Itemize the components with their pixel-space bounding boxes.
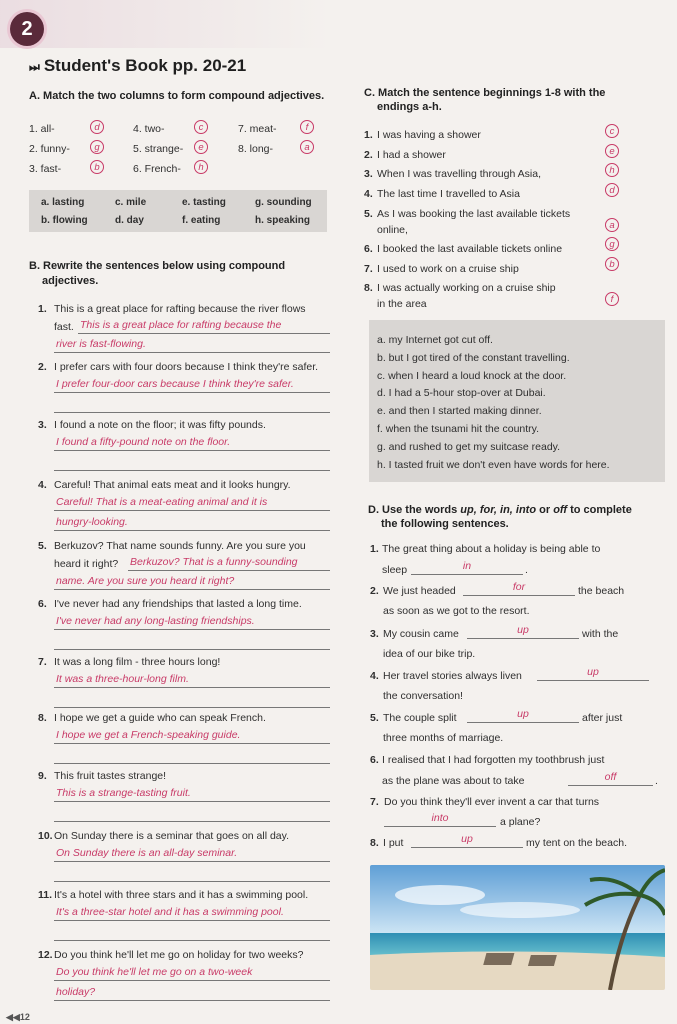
page-title xyxy=(29,56,246,76)
answer-rule xyxy=(467,638,579,639)
answer-circle: a xyxy=(300,140,314,154)
blank-answer: up xyxy=(517,708,529,720)
match-left-label: 4. two- xyxy=(133,123,165,135)
sentence-number: 8. xyxy=(364,282,373,294)
blank-answer: off xyxy=(604,771,617,783)
question-text-cont: fast. xyxy=(54,321,74,333)
answer-line-2: holiday? xyxy=(56,986,96,998)
answer-rule xyxy=(54,821,330,822)
answer-rule xyxy=(54,649,330,650)
sentence-ending: g. and rushed to get my suitcase ready. xyxy=(377,440,561,453)
sentence-ending: h. I tasted fruit we don't even have words for here. xyxy=(377,458,610,471)
answer-rule xyxy=(54,920,330,921)
match-left-label: 7. meat- xyxy=(238,123,277,135)
match-left-label: 6. French- xyxy=(133,163,181,175)
answer-rule xyxy=(54,530,330,531)
sentence-ending: e. and then I started making dinner. xyxy=(377,405,542,418)
sentence-end: the beach xyxy=(578,585,625,597)
sentence-beginning-cont: online, xyxy=(377,224,408,236)
answer-line-1: On Sunday there is an all-day seminar. xyxy=(56,847,238,859)
answer-rule xyxy=(54,470,330,471)
answer-line-1: Careful! That is a meat-eating animal and it is xyxy=(56,496,268,508)
sentence-text-cont: three months of marriage. xyxy=(383,732,504,744)
sentence-number: 1. xyxy=(370,543,379,555)
skip-forward-icon: ⏭ xyxy=(29,60,40,74)
sentence-number: 5. xyxy=(364,208,373,220)
answer-circle: b xyxy=(90,160,104,174)
answer-line-1: I found a fifty-pound note on the floor. xyxy=(56,436,231,448)
beach-image xyxy=(370,865,665,990)
question-text: This fruit tastes strange! xyxy=(54,770,167,782)
answer-line-2: hungry-looking. xyxy=(56,516,128,528)
section-a-heading: A. Match the two columns to form compound adjectives. xyxy=(29,90,325,102)
sentence-ending: d. I had a 5-hour stop-over at Dubai. xyxy=(377,387,546,400)
sentence-text-cont: sleep xyxy=(382,564,408,576)
sentence-end: . xyxy=(525,564,528,576)
sentence-text-cont: the conversation! xyxy=(383,690,463,702)
sentence-end: . xyxy=(655,775,658,787)
question-number: 12. xyxy=(38,949,53,961)
sentence-beginning: I was actually working on a cruise ship xyxy=(377,282,556,294)
answer-line-1: I've never had any long-lasting friendships. xyxy=(56,615,255,627)
sentence-beginning: I had a shower xyxy=(377,149,446,161)
match-left-label: 3. fast- xyxy=(29,163,62,175)
page-number: ◀◀12 xyxy=(6,1012,30,1022)
section-c-heading-1: C. Match the sentence beginnings 1-8 with the xyxy=(364,87,606,99)
question-number: 4. xyxy=(38,479,47,491)
answer-rule xyxy=(54,629,330,630)
answer-rule xyxy=(54,1000,330,1001)
answer-rule xyxy=(54,687,330,688)
sentence-number: 3. xyxy=(370,628,379,640)
answer-line-1: It's a three-star hotel and it has a swimming pool. xyxy=(56,906,284,918)
sentence-beginning: As I was booking the last available tickets xyxy=(377,208,571,220)
answer-rule xyxy=(54,763,330,764)
answer-circle: c xyxy=(605,124,619,138)
blank-answer: into xyxy=(431,812,449,824)
section-a-box xyxy=(29,190,327,232)
sentence-number: 6. xyxy=(370,754,379,766)
answer-line-1: It was a three-hour-long film. xyxy=(56,673,189,685)
unit-badge: 2 xyxy=(10,12,44,46)
blank-answer: in xyxy=(462,560,472,572)
answer-rule xyxy=(54,801,330,802)
section-b-heading-2: adjectives. xyxy=(42,275,99,287)
sentence-end: a plane? xyxy=(500,816,541,828)
section-b-heading-1: B. Rewrite the sentences below using compound xyxy=(29,260,286,272)
answer-circle: g xyxy=(605,237,619,251)
answer-rule xyxy=(568,785,653,786)
question-text: Careful! That animal eats meat and it looks hungry. xyxy=(54,479,291,491)
ending-option: c. mile xyxy=(115,197,147,208)
ending-option: f. eating xyxy=(182,215,221,226)
sentence-end: after just xyxy=(582,712,623,724)
answer-rule xyxy=(54,510,330,511)
sentence-number: 1. xyxy=(364,129,373,141)
sentence-number: 5. xyxy=(370,712,379,724)
sentence-number: 4. xyxy=(370,670,379,682)
answer-rule xyxy=(54,412,330,413)
sentence-number: 8. xyxy=(370,837,379,849)
sentence-text: My cousin came xyxy=(383,628,459,640)
section-d-heading-2: the following sentences. xyxy=(381,518,509,530)
sentence-beginning: I booked the last available tickets online xyxy=(377,243,563,255)
answer-line-1: This is a strange-tasting fruit. xyxy=(56,787,191,799)
match-left-label: 1. all- xyxy=(29,123,55,135)
answer-circle: f xyxy=(605,292,619,306)
answer-line-1: Berkuzov? That is a funny-sounding xyxy=(130,556,298,568)
question-number: 11. xyxy=(38,889,53,901)
page-title-text: Student's Book pp. 20-21 xyxy=(43,56,247,75)
answer-rule xyxy=(54,589,330,590)
question-number: 8. xyxy=(38,712,47,724)
blank-answer: up xyxy=(587,666,599,678)
answer-line-1: Do you think he'll let me go on a two-week xyxy=(56,966,253,978)
answer-circle: d xyxy=(90,120,104,134)
match-left-label: 8. long- xyxy=(238,143,274,155)
answer-rule xyxy=(411,574,523,575)
sentence-beginning: I used to work on a cruise ship xyxy=(377,263,519,275)
section-d-heading-1: D. Use the words up, for, in, into or off to complete xyxy=(368,504,632,516)
header-band xyxy=(0,0,330,48)
question-number: 7. xyxy=(38,656,47,668)
blank-answer: for xyxy=(512,581,526,593)
blank-answer: up xyxy=(461,833,473,845)
sentence-text: I realised that I had forgotten my toothbrush just xyxy=(382,754,605,766)
ending-option: g. sounding xyxy=(255,197,312,208)
sentence-number: 6. xyxy=(364,243,373,255)
answer-line-2: river is fast-flowing. xyxy=(56,338,146,350)
sentence-number: 2. xyxy=(370,585,379,597)
ending-option: d. day xyxy=(115,215,144,226)
question-text: It's a hotel with three stars and it has a swimming pool. xyxy=(54,889,309,901)
answer-rule xyxy=(54,980,330,981)
answer-line-2: name. Are you sure you heard it right? xyxy=(56,575,235,587)
question-number: 5. xyxy=(38,540,47,552)
sentence-text: Her travel stories always liven xyxy=(383,670,522,682)
question-text: I hope we get a guide who can speak French. xyxy=(54,712,266,724)
match-left-label: 2. funny- xyxy=(29,143,70,155)
sentence-number: 7. xyxy=(364,263,373,275)
question-number: 1. xyxy=(38,303,47,315)
question-number: 9. xyxy=(38,770,47,782)
sentence-text: I put xyxy=(383,837,404,849)
sentence-text: The couple split xyxy=(383,712,457,724)
answer-circle: d xyxy=(605,183,619,197)
sentence-number: 4. xyxy=(364,188,373,200)
question-text: I've never had any friendships that lasted a long time. xyxy=(54,598,302,610)
answer-circle: e xyxy=(194,140,208,154)
answer-circle: b xyxy=(605,257,619,271)
sentence-ending: c. when I heard a loud knock at the door. xyxy=(377,369,567,382)
sentence-number: 2. xyxy=(364,149,373,161)
blank-answer: up xyxy=(517,624,529,636)
question-number: 3. xyxy=(38,419,47,431)
question-text: Berkuzov? That name sounds funny. Are you sure you xyxy=(54,540,306,552)
answer-rule xyxy=(467,722,579,723)
question-number: 10. xyxy=(38,830,53,842)
match-left-label: 5. strange- xyxy=(133,143,184,155)
sentence-beginning: I was having a shower xyxy=(377,129,481,141)
sentence-ending: b. but I got tired of the constant travelling. xyxy=(377,351,570,364)
answer-rule xyxy=(54,352,330,353)
ending-option: a. lasting xyxy=(41,197,85,208)
ending-option: e. tasting xyxy=(182,197,226,208)
sentence-ending: f. when the tsunami hit the country. xyxy=(377,423,540,435)
answer-rule xyxy=(384,826,496,827)
sentence-number: 3. xyxy=(364,168,373,180)
answer-line-1: I hope we get a French-speaking guide. xyxy=(56,729,241,741)
sentence-number: 7. xyxy=(370,796,379,808)
sentence-beginning-cont: in the area xyxy=(377,298,427,310)
answer-circle: h xyxy=(194,160,208,174)
answer-rule xyxy=(54,743,330,744)
ending-option: h. speaking xyxy=(255,215,311,226)
question-text: Do you think he'll let me go on holiday for two weeks? xyxy=(54,949,304,961)
answer-line-1: I prefer four-door cars because I think they're safer. xyxy=(56,378,294,390)
sentence-beginning: When I was travelling through Asia, xyxy=(377,168,542,180)
question-text: This is a great place for rafting because the river flows xyxy=(54,303,306,315)
answer-rule xyxy=(54,881,330,882)
answer-rule xyxy=(537,680,649,681)
sentence-ending: a. my Internet got cut off. xyxy=(377,334,493,346)
question-text: I found a note on the floor; it was fifty pounds. xyxy=(54,419,266,431)
answer-rule xyxy=(78,333,330,334)
sentence-text-cont: as soon as we got to the resort. xyxy=(383,605,530,617)
answer-rule xyxy=(54,861,330,862)
sentence-text: The great thing about a holiday is being able to xyxy=(382,543,601,555)
section-c-heading-2: endings a-h. xyxy=(377,101,442,113)
sentence-end: with the xyxy=(582,628,619,640)
answer-circle: f xyxy=(300,120,314,134)
sentence-text: Do you think they'll ever invent a car that turns xyxy=(384,796,600,808)
answer-circle: e xyxy=(605,144,619,158)
answer-line-1: This is a great place for rafting because the xyxy=(80,319,282,331)
section-c-endings-box xyxy=(369,320,665,482)
answer-rule xyxy=(54,392,330,393)
question-text: On Sunday there is a seminar that goes on all day. xyxy=(54,830,290,842)
answer-rule xyxy=(411,847,523,848)
question-number: 2. xyxy=(38,361,47,373)
ending-option: b. flowing xyxy=(41,215,88,226)
sentence-text-cont: idea of our bike trip. xyxy=(383,648,476,660)
sentence-end: my tent on the beach. xyxy=(526,837,627,849)
answer-rule xyxy=(54,450,330,451)
answer-circle: c xyxy=(194,120,208,134)
question-text-cont: heard it right? xyxy=(54,558,119,570)
answer-circle: a xyxy=(605,218,619,232)
question-number: 6. xyxy=(38,598,47,610)
answer-rule xyxy=(128,570,330,571)
page-arrow-icon: ◀◀ xyxy=(6,1012,20,1022)
answer-rule xyxy=(54,707,330,708)
question-text: I prefer cars with four doors because I think they're safer. xyxy=(54,361,319,373)
answer-circle: g xyxy=(90,140,104,154)
answer-circle: h xyxy=(605,163,619,177)
answer-rule xyxy=(463,595,575,596)
question-text: It was a long film - three hours long! xyxy=(54,656,221,668)
sentence-text: We just headed xyxy=(383,585,456,597)
sentence-text-cont: as the plane was about to take xyxy=(382,775,525,787)
answer-rule xyxy=(54,940,330,941)
sentence-beginning: The last time I travelled to Asia xyxy=(377,188,520,200)
